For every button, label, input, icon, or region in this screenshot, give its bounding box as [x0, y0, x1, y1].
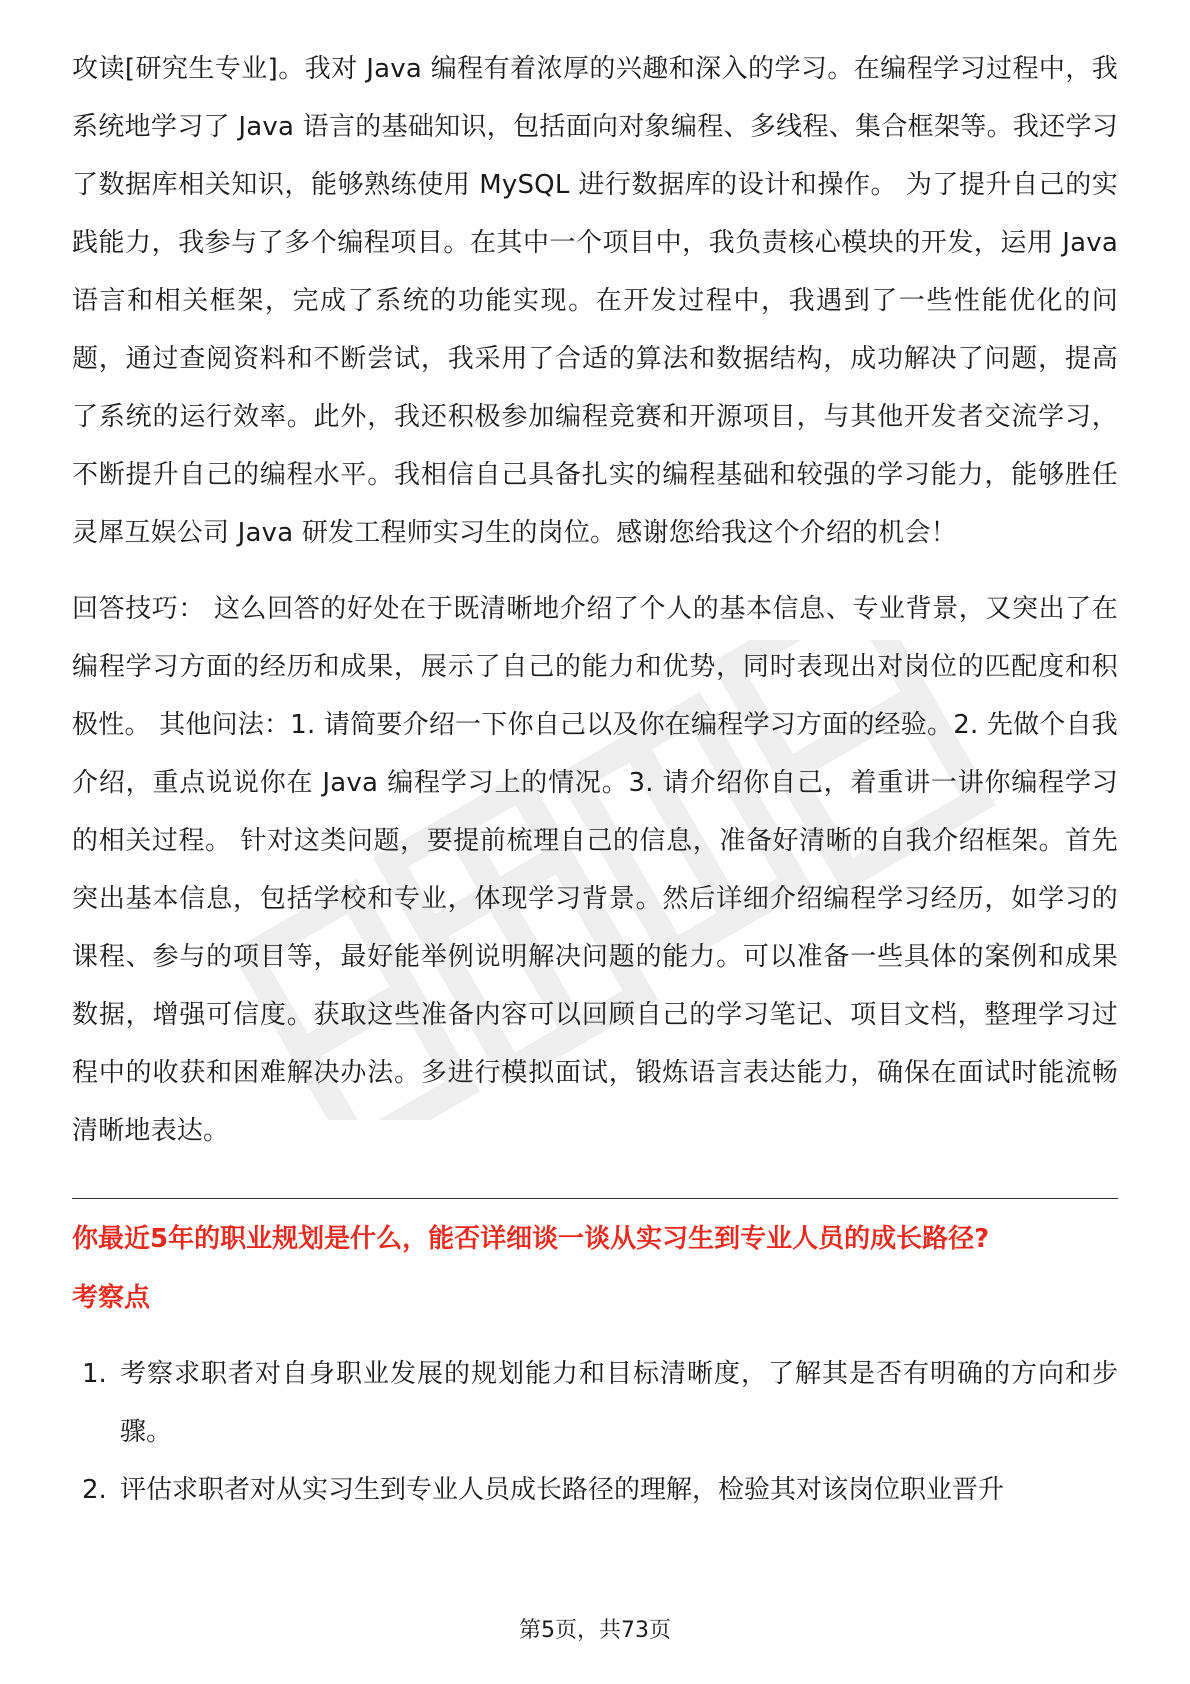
focus-heading: 考察点 [72, 1283, 151, 1313]
list-item-text: 考察求职者对自身职业发展的规划能力和目标清晰度，了解其是否有明确的方向和步骤。 [120, 1359, 1118, 1447]
list-item-text: 评估求职者对从实习生到专业人员成长路径的理解，检验其对该岗位职业晋升 [120, 1475, 1005, 1505]
focus-points-list [72, 1345, 1118, 1519]
answer-paragraph: 攻读[研究生专业]。我对 Java 编程有着浓厚的兴趣和深入的学习。在编程学习过程中，我系统地学习了 Java 语言的基础知识，包括面向对象编程、多线程、集合框架等。我还学习了数据库相关知识，能够熟练使用 MySQL 进行数据库的设计和操作。 为了提升自己的实践能力，我参与了多个编程项目。在其中一个项目中，我负责核心模块的开发，运用 Java 语言和相关框架，完成了系统的功能实现。在开发过程中，我遇到了一些性能优化的问题，通过查阅资料和不断尝试，我采用了合适的算法和数据结构，成功解决了问题，提高了系统的运行效率。此外，我还积极参加编程竞赛和开源项目，与其他开发者交流学习，不断提升自己的编程水平。我相信自己具备扎实的编程基础和较强的学习能力，能够胜任灵犀互娱公司 Java 研发工程师实习生的岗位。感谢您给我这个介绍的机会！ [72, 54, 1118, 548]
section-divider [72, 1198, 1118, 1199]
page-number: 第5页，共73页 [519, 1618, 671, 1643]
answer-tips-paragraph: 回答技巧： 这么回答的好处在于既清晰地介绍了个人的基本信息、专业背景，又突出了在编程学习方面的经历和成果，展示了自己的能力和优势，同时表现出对岗位的匹配度和积极性。 其他问法：1. 请简要介绍一下你自己以及你在编程学习方面的经验。2. 先做个自我介绍，重点说说你在 Java 编程学习上的情况。3. 请介绍你自己，着重讲一讲你编程学习的相关过程。 针对这类问题，要提前梳理自己的信息，准备好清晰的自我介绍框架。首先突出基本信息，包括学校和专业，体现学习背景。然后详细介绍编程学习经历，如学习的课程、参与的项目等，最好能举例说明解决问题的能力。可以准备一些具体的案例和成果数据，增强可信度。获取这些准备内容可以回顾自己的学习笔记、项目文档，整理学习过程中的收获和困难解决办法。多进行模拟面试，锻炼语言表达能力，确保在面试时能流畅清晰地表达。 [72, 594, 1118, 1146]
list-item [72, 1461, 1118, 1519]
list-item-number: 2. [82, 1475, 107, 1505]
list-item-number: 1. [82, 1359, 107, 1389]
document-page [72, 40, 1118, 1519]
list-item [72, 1345, 1118, 1461]
question-title: 你最近5年的职业规划是什么，能否详细谈一谈从实习生到专业人员的成长路径? [72, 1224, 990, 1254]
